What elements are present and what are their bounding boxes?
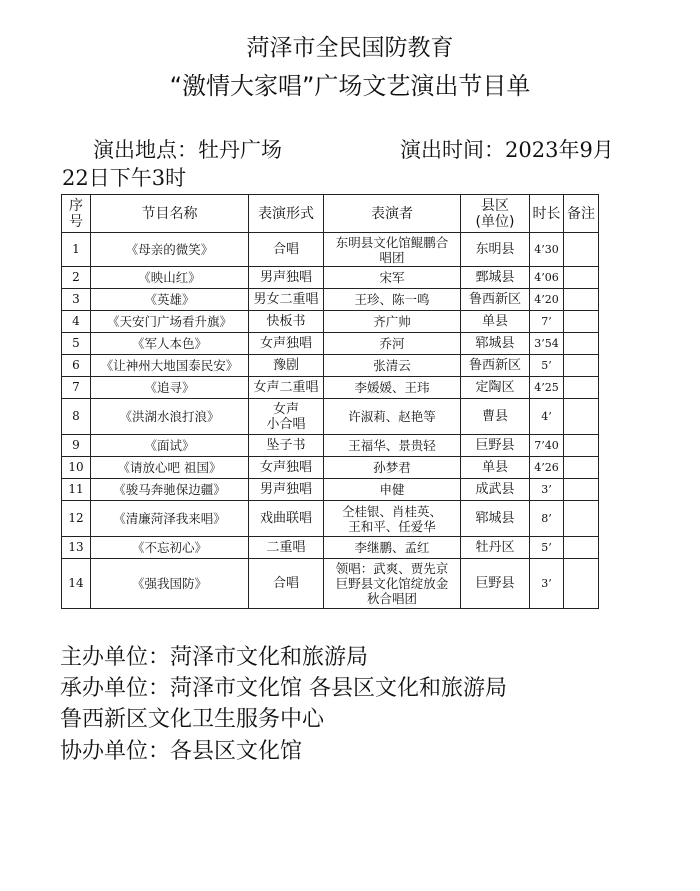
- cell-performer: 王珍、陈一鸣: [324, 289, 461, 311]
- cell-program-name: 《映山红》: [91, 267, 249, 289]
- cell-performer: 许淑莉、赵艳等: [324, 399, 461, 435]
- cell-program-name: 《追寻》: [91, 377, 249, 399]
- cell-note: [564, 233, 599, 267]
- cell-note: [564, 267, 599, 289]
- time-value-a: 2023年9月: [505, 138, 614, 162]
- cell-performer: 仝桂银、肖桂英、 王和平、任爱华: [324, 501, 461, 537]
- table-row: [62, 377, 599, 399]
- cell-county: 单县: [461, 457, 530, 479]
- cell-county: 曹县: [461, 399, 530, 435]
- cell-county: 郓城县: [461, 501, 530, 537]
- cell-county: 牡丹区: [461, 537, 530, 559]
- cell-performer: 乔河: [324, 333, 461, 355]
- cell-duration: 4’20: [530, 289, 564, 311]
- time-text: [400, 137, 614, 163]
- cell-duration: 7’40: [530, 435, 564, 457]
- cell-performer: 东明县文化馆鲲鹏合 唱团: [324, 233, 461, 267]
- cell-form: 女声独唱: [249, 457, 324, 479]
- cell-form: 女声 小合唱: [249, 399, 324, 435]
- cell-duration: 5’: [530, 355, 564, 377]
- cell-duration: 8’: [530, 501, 564, 537]
- cell-duration: 7’: [530, 311, 564, 333]
- cell-performer: 张清云: [324, 355, 461, 377]
- cell-duration: 3’54: [530, 333, 564, 355]
- cell-program-name: 《让神州大地国泰民安》: [91, 355, 249, 377]
- time-label: 演出时间：: [400, 138, 505, 162]
- cell-form: 豫剧: [249, 355, 324, 377]
- cell-duration: 3’: [530, 559, 564, 609]
- cell-form: 男声独唱: [249, 267, 324, 289]
- cell-program-name: 《母亲的微笑》: [91, 233, 249, 267]
- cell-no: 10: [62, 457, 91, 479]
- cell-no: 7: [62, 377, 91, 399]
- table-row: [62, 233, 599, 267]
- undertaking-organizer-continued: 鲁西新区文化卫生服务中心: [60, 707, 325, 732]
- cell-no: 3: [62, 289, 91, 311]
- cell-performer: 李媛媛、王玮: [324, 377, 461, 399]
- cell-county: 单县: [461, 311, 530, 333]
- document-title-line2: “激情大家唱”广场文艺演出节目单: [169, 72, 531, 100]
- cell-form: 合唱: [249, 233, 324, 267]
- cell-note: [564, 377, 599, 399]
- cell-note: [564, 311, 599, 333]
- table-row: [62, 399, 599, 435]
- table-row: [62, 289, 599, 311]
- cell-program-name: 《面试》: [91, 435, 249, 457]
- cell-no: 1: [62, 233, 91, 267]
- venue-text: 演出地点：牡丹广场: [93, 138, 282, 162]
- cell-county: 成武县: [461, 479, 530, 501]
- host-organizer: 主办单位：菏泽市文化和旅游局: [60, 645, 369, 670]
- cell-note: [564, 479, 599, 501]
- cell-no: 4: [62, 311, 91, 333]
- cell-county: 巨野县: [461, 559, 530, 609]
- table-row: [62, 267, 599, 289]
- cell-form: 快板书: [249, 311, 324, 333]
- table-row: [62, 559, 599, 609]
- cell-form: 女声二重唱: [249, 377, 324, 399]
- cell-performer: 领唱：武爽、贾先京 巨野县文化馆绽放金 秋合唱团: [324, 559, 461, 609]
- cell-note: [564, 537, 599, 559]
- cell-county: 定陶区: [461, 377, 530, 399]
- undertaking-organizer: 承办单位：菏泽市文化馆 各县区文化和旅游局: [60, 676, 507, 701]
- cell-form: 戏曲联唱: [249, 501, 324, 537]
- cell-note: [564, 289, 599, 311]
- cell-duration: 4’: [530, 399, 564, 435]
- table-row: [62, 479, 599, 501]
- cell-program-name: 《强我国防》: [91, 559, 249, 609]
- cell-form: 男女二重唱: [249, 289, 324, 311]
- table-row: [62, 501, 599, 537]
- cell-duration: 4’25: [530, 377, 564, 399]
- table-row: [62, 435, 599, 457]
- header-form: 表演形式: [249, 195, 324, 233]
- table-row: [62, 457, 599, 479]
- cell-county: 巨野县: [461, 435, 530, 457]
- cell-form: 二重唱: [249, 537, 324, 559]
- table-header-row: [62, 195, 599, 233]
- cell-duration: 4’06: [530, 267, 564, 289]
- cell-program-name: 《洪湖水浪打浪》: [91, 399, 249, 435]
- table-row: [62, 537, 599, 559]
- header-no: 序 号: [62, 195, 91, 233]
- cell-duration: 4’30: [530, 233, 564, 267]
- cell-performer: 王福华、景贵轻: [324, 435, 461, 457]
- cell-county: 鲁西新区: [461, 289, 530, 311]
- cell-note: [564, 333, 599, 355]
- cell-program-name: 《英雄》: [91, 289, 249, 311]
- table-row: [62, 355, 599, 377]
- header-name: 节目名称: [91, 195, 249, 233]
- cell-county: 郓城县: [461, 333, 530, 355]
- header-county: 县区 (单位): [461, 195, 530, 233]
- cell-program-name: 《不忘初心》: [91, 537, 249, 559]
- cell-program-name: 《骏马奔驰保边疆》: [91, 479, 249, 501]
- cell-note: [564, 501, 599, 537]
- table-row: [62, 333, 599, 355]
- cell-performer: 宋军: [324, 267, 461, 289]
- cell-program-name: 《军人本色》: [91, 333, 249, 355]
- cell-performer: 齐广帅: [324, 311, 461, 333]
- header-duration: 时长: [530, 195, 564, 233]
- cell-county: 东明县: [461, 233, 530, 267]
- header-performer: 表演者: [324, 195, 461, 233]
- cell-no: 12: [62, 501, 91, 537]
- cell-no: 11: [62, 479, 91, 501]
- cell-no: 9: [62, 435, 91, 457]
- document-title-line1: 菏泽市全民国防教育: [246, 35, 454, 61]
- table-row: [62, 311, 599, 333]
- cell-no: 14: [62, 559, 91, 609]
- cell-no: 13: [62, 537, 91, 559]
- cell-performer: 申健: [324, 479, 461, 501]
- cell-no: 2: [62, 267, 91, 289]
- assisting-organizer: 协办单位：各县区文化馆: [60, 739, 303, 764]
- program-table: [61, 194, 599, 609]
- cell-duration: 3’: [530, 479, 564, 501]
- cell-note: [564, 457, 599, 479]
- cell-no: 6: [62, 355, 91, 377]
- header-note: 备注: [564, 195, 599, 233]
- cell-county: 鲁西新区: [461, 355, 530, 377]
- cell-duration: 5’: [530, 537, 564, 559]
- cell-note: [564, 355, 599, 377]
- cell-program-name: 《请放心吧 祖国》: [91, 457, 249, 479]
- cell-no: 5: [62, 333, 91, 355]
- cell-form: 男声独唱: [249, 479, 324, 501]
- time-text-continued: 22日下午3时: [62, 166, 187, 190]
- cell-no: 8: [62, 399, 91, 435]
- cell-program-name: 《天安门广场看升旗》: [91, 311, 249, 333]
- cell-form: 女声独唱: [249, 333, 324, 355]
- cell-form: 坠子书: [249, 435, 324, 457]
- cell-note: [564, 559, 599, 609]
- cell-program-name: 《清廉菏泽我来唱》: [91, 501, 249, 537]
- cell-form: 合唱: [249, 559, 324, 609]
- cell-performer: 孙梦君: [324, 457, 461, 479]
- cell-county: 鄄城县: [461, 267, 530, 289]
- cell-note: [564, 435, 599, 457]
- cell-duration: 4’26: [530, 457, 564, 479]
- cell-note: [564, 399, 599, 435]
- cell-performer: 李继鹏、孟红: [324, 537, 461, 559]
